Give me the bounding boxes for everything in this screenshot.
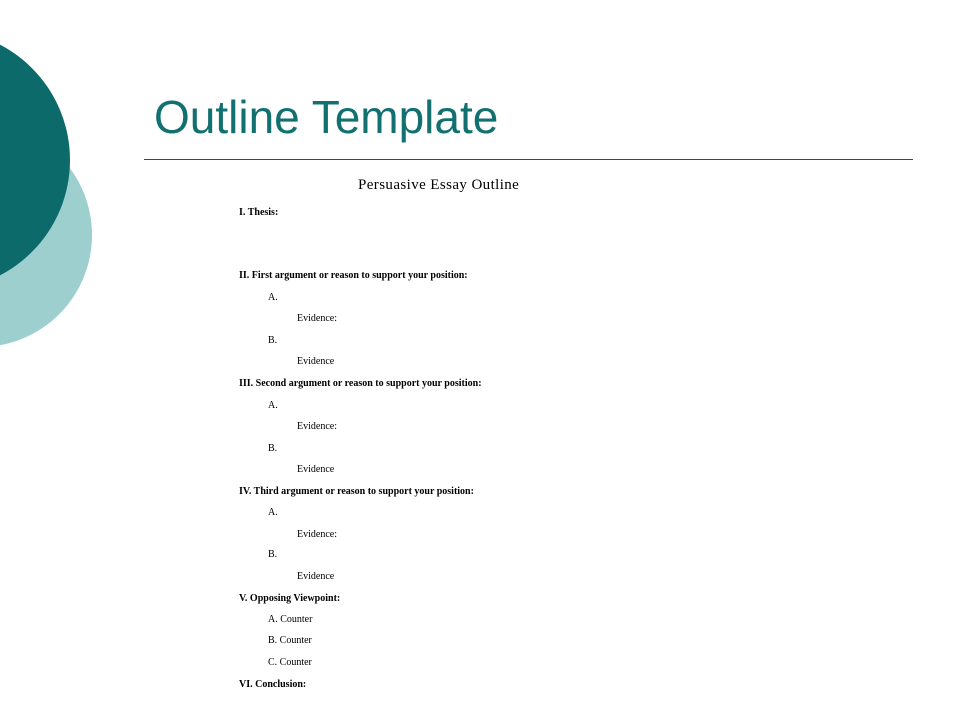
conclusion-heading: VI. Conclusion: xyxy=(239,679,307,690)
counter-item: C. Counter xyxy=(268,657,312,668)
section-3-item-b: B. xyxy=(268,443,278,454)
section-2-item-a: A. xyxy=(268,292,278,303)
slide-title: Outline Template xyxy=(154,91,499,143)
section-4-evidence-a: Evidence: xyxy=(297,529,337,540)
section-4-evidence-b: Evidence xyxy=(297,571,335,582)
counter-item: A. Counter xyxy=(268,614,313,625)
section-3-item-a: A. xyxy=(268,400,278,411)
section-4-item-a: A. xyxy=(268,507,278,518)
thesis-heading: I. Thesis: xyxy=(239,207,279,218)
counter-item: B. Counter xyxy=(268,635,312,646)
section-4-item-b: B. xyxy=(268,549,278,560)
section-2-evidence-a: Evidence: xyxy=(297,313,337,324)
section-5-heading: V. Opposing Viewpoint: xyxy=(239,593,341,604)
section-2-evidence-b: Evidence xyxy=(297,356,335,367)
section-3-heading: III. Second argument or reason to support your position: xyxy=(239,378,482,389)
section-2-item-b: B. xyxy=(268,335,278,346)
document-title: Persuasive Essay Outline xyxy=(358,177,520,193)
section-4-heading: IV. Third argument or reason to support your position: xyxy=(239,486,474,497)
section-3-evidence-b: Evidence xyxy=(297,464,335,475)
section-3-evidence-a: Evidence: xyxy=(297,421,337,432)
section-2-heading: II. First argument or reason to support your position: xyxy=(239,270,468,281)
